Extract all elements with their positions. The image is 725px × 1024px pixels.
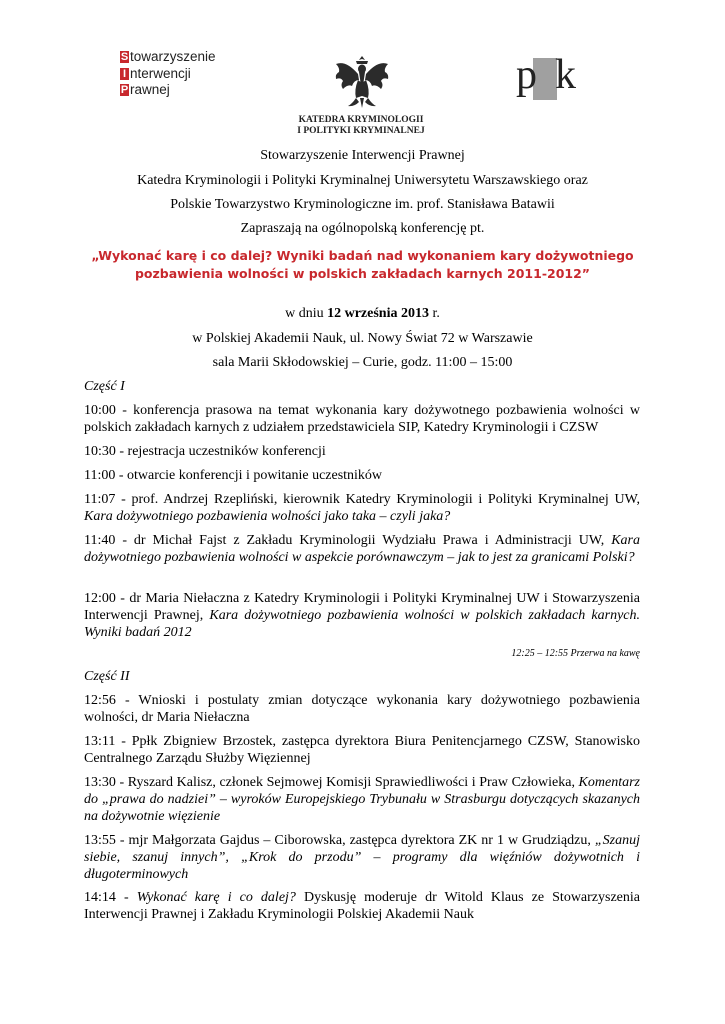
agenda-item-text: 12:56 - Wnioski i postulaty zmian dotyczące wykonania kary dożywotniego pozbawienia wolności, dr Maria Niełaczna bbox=[84, 693, 640, 725]
conference-venue: w Polskiej Akademii Nauk, ul. Nowy Świat 72 w Warszawie bbox=[192, 331, 533, 346]
sip-logo-word: towarzyszenie bbox=[130, 49, 216, 64]
agenda-item bbox=[84, 590, 640, 641]
sip-logo-initial: S bbox=[120, 51, 129, 64]
agenda-item-text-after: Dyskusję moderuje dr Witold Klaus ze Stowarzyszenia Interwencji Prawnej i Zakładu Kryminologii Polskiej Akademii Nauk bbox=[84, 890, 640, 922]
ptk-logo-k: k bbox=[555, 52, 576, 98]
agenda-item-text: 10:00 - konferencja prasowa na temat wykonania kary dożywotnego pozbawienia wolności w polskich zakładach karnych z udziałem przedstawiciela SIP, Katedry Kryminologii i CZSW bbox=[84, 403, 640, 435]
sip-logo-line-3 bbox=[120, 82, 260, 99]
eagle-emblem-icon bbox=[332, 52, 392, 110]
sip-logo bbox=[120, 49, 260, 99]
part-2-heading: Część II bbox=[84, 669, 130, 684]
sip-logo-line-2 bbox=[120, 66, 260, 83]
katedra-caption-line-1: KATEDRA KRYMINOLOGII bbox=[298, 115, 424, 125]
conference-title-line-2: pozbawienia wolności w polskich zakładach karnych 2011-2012” bbox=[134, 266, 591, 281]
ptk-logo-p: p bbox=[516, 52, 537, 98]
date-value: 12 września 2013 bbox=[327, 306, 429, 321]
agenda-item-text: 11:07 - prof. Andrzej Rzepliński, kierownik Katedry Kryminologii i Polityki Kryminalnej UW, bbox=[84, 492, 640, 507]
agenda-item bbox=[84, 467, 640, 484]
part-1-heading: Część I bbox=[84, 379, 125, 394]
agenda-item bbox=[84, 443, 640, 460]
agenda-item-text: 13:30 - Ryszard Kalisz, członek Sejmowej Komisji Sprawiedliwości i Praw Człowieka, bbox=[84, 775, 579, 790]
katedra-caption bbox=[275, 115, 447, 137]
agenda-item-text: 14:14 - bbox=[84, 890, 137, 905]
date-prefix: w dniu bbox=[285, 306, 328, 321]
agenda-item-text: 11:40 - dr Michał Fajst z Zakładu Kryminologii Wydziału Prawa i Administracji UW, bbox=[84, 533, 612, 548]
agenda-item-text: 12:00 - dr Maria Niełaczna z Katedry Kryminologii i Polityki Kryminalnej UW i Stowarzyszenia Interwencji Prawnej, bbox=[84, 591, 640, 623]
sip-logo-initial: P bbox=[120, 84, 129, 97]
agenda-item-text: 11:00 - otwarcie konferencji i powitanie uczestników bbox=[84, 468, 383, 483]
sip-logo-line-1 bbox=[120, 49, 260, 66]
sip-logo-initial: I bbox=[120, 68, 129, 80]
date-suffix: r. bbox=[429, 306, 440, 321]
conference-title-line-1: „Wykonać karę i co dalej? Wyniki badań nad wykonaniem kary dożywotniego bbox=[91, 248, 634, 263]
agenda-item-topic: Komentarz do „prawa do nadziei” – wyroków Europejskiego Trybunału w Strasburgu dotyczących skazanych na dożywotnie więzienie bbox=[84, 775, 640, 824]
intro-line-1: Stowarzyszenie Interwencji Prawnej bbox=[260, 148, 465, 163]
agenda-item-text: 13:55 - mjr Małgorzata Gajdus – Ciborowska, zastępca dyrektora ZK nr 1 w Grudziądzu, bbox=[84, 833, 595, 848]
agenda-item bbox=[84, 733, 640, 767]
agenda-item-topic: Kara dożywotniego pozbawienia wolności jako taka – czyli jaka? bbox=[84, 509, 451, 524]
agenda-item bbox=[84, 832, 640, 883]
sip-logo-word: rawnej bbox=[130, 82, 170, 97]
agenda-item-text: 10:30 - rejestracja uczestników konferencji bbox=[84, 444, 326, 459]
agenda-item-topic: „Szanuj siebie, szanuj innych”, „Krok do przodu” – programy dla więźniów dożywotnich i długoterminowych bbox=[84, 833, 640, 882]
coffee-break-note: 12:25 – 12:55 Przerwa na kawę bbox=[511, 648, 640, 659]
agenda-item bbox=[84, 692, 640, 726]
agenda-item bbox=[84, 491, 640, 525]
sip-logo-word: nterwencji bbox=[130, 65, 191, 81]
conference-date bbox=[40, 306, 685, 322]
katedra-caption-line-2: I POLITYKI KRYMINALNEJ bbox=[297, 126, 425, 136]
agenda-item-topic: Kara dożywotniego pozbawienia wolności w aspekcie porównawczym – jak to jest za granicami Polski? bbox=[84, 533, 640, 565]
agenda-item-text: 13:11 - Ppłk Zbigniew Brzostek, zastępca dyrektora Biura Penitencjarnego CZSW, Stanowisko Centralnego Zarządu Służby Więziennej bbox=[84, 734, 640, 766]
conference-room: sala Marii Skłodowskiej – Curie, godz. 11:00 – 15:00 bbox=[212, 355, 513, 370]
intro-line-2: Katedra Kryminologii i Polityki Kryminalnej Uniwersytetu Warszawskiego oraz bbox=[137, 173, 588, 188]
agenda-item-topic: Kara dożywotniego pozbawienia wolności w polskich zakładach karnych. Wyniki badań 2012 bbox=[84, 608, 641, 640]
intro-line-3: Polskie Towarzystwo Kryminologiczne im. prof. Stanisława Batawii bbox=[170, 197, 555, 212]
agenda-item-topic: Wykonać karę i co dalej? bbox=[136, 890, 296, 905]
agenda-item bbox=[84, 402, 640, 436]
agenda-item bbox=[84, 774, 640, 825]
agenda-item bbox=[84, 532, 640, 566]
intro-line-4: Zapraszają na ogólnopolską konferencję pt. bbox=[240, 221, 485, 236]
agenda-item bbox=[84, 889, 640, 923]
ptk-logo bbox=[513, 52, 593, 110]
